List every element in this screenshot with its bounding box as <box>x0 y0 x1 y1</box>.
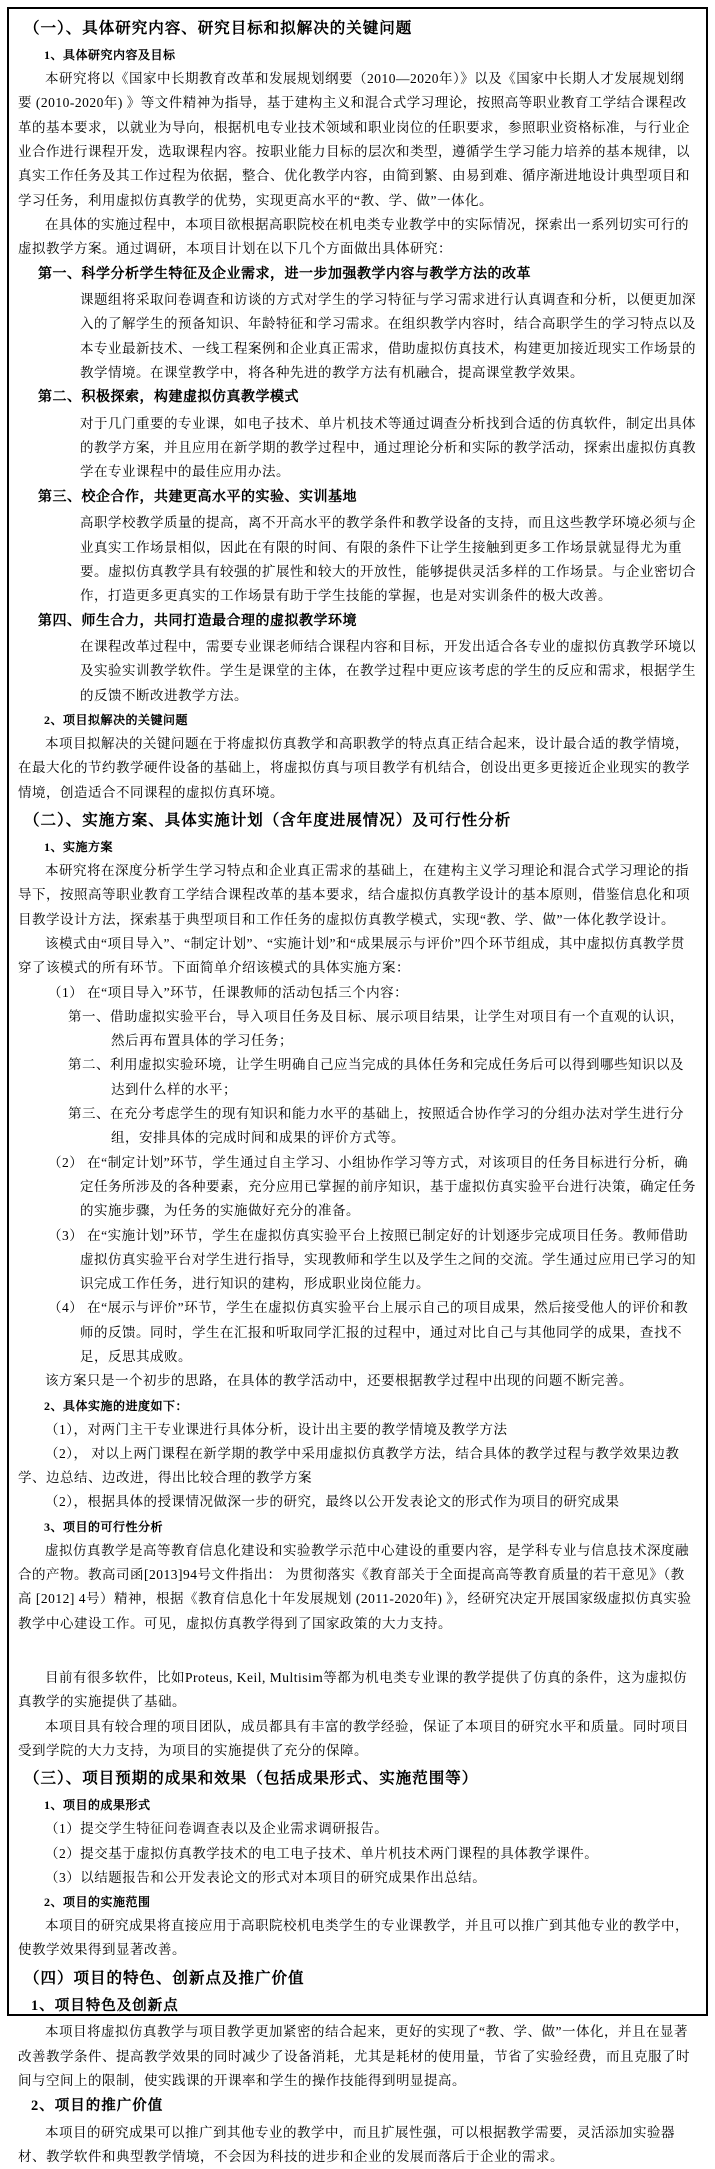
sub-section-heading: 1、具体研究内容及目标 <box>44 48 176 63</box>
point-heading: 第三、校企合作，共建更高水平的实验、实训基地 <box>38 489 357 505</box>
paragraph: （2），根据具体的授课情况做深一步的研究，最终以公开发表论文的形式作为项目的研究成果 <box>45 1494 620 1510</box>
paragraph: 本项目将虚拟仿真教学与项目教学更加紧密的结合起来，更好的实现了“教、学、做”一体化，并且在显著改善教学条件、提高教学效果的同时减少了设备消耗，尤其是耗材的使用量，节省了实验经费，而且克服了时间与空间上的限制，使实践课的开课率和学生的操作技能得到明显提高。 <box>18 2024 690 2089</box>
indented-paragraph: 在课程改革过程中，需要专业课老师结合课程内容和目标，开发出适合各专业的虚拟仿真教学环境以及实验实训教学软件。学生是课堂的主体，在教学过程中更应该考虑的学生的反应和需求，根据学生的反馈不断改进教学方法。 <box>80 639 696 703</box>
paragraph: （1）提交学生特征问卷调查表以及企业需求调研报告。 <box>45 1821 389 1837</box>
paragraph: 本研究将以《国家中长期教育改革和发展规划纲要（2010—2020年）》以及《国家中长期人才发展规划纲要 (2010-2020年) 》等文件精神为指导，基于建构主义和混合式学习理论，按照高等职业教育工学结合课程改革的基本要求，以就业为导向，根据机电专业技术领域和职业岗位的任职要求，参照职业资格标准，与行业企业合作进行课程开发，选取课程内容。按职业能力目标的层次和类型，遵循学生学习能力培养的基本规律，以真实工作任务及其工作过程为依据，整合、优化教学内容，由简到繁、由易到难、循序渐进地设计典型项目和学习任务，利用虚拟仿真教学的优势，实现更高水平的“教、学、做”一体化。 <box>18 71 690 208</box>
point-heading: 第一、科学分析学生特征及企业需求，进一步加强教学内容与教学方法的改革 <box>38 266 531 282</box>
section-heading: （二）、实施方案、具体实施计划（含年度进展情况）及可行性分析 <box>24 811 512 829</box>
section-heading: （三）、项目预期的成果和效果（包括成果形式、实施范围等） <box>24 1770 479 1788</box>
list-item: （2） 在“制定计划”环节，学生通过自主学习、小组协作学习等方式，对该项目的任务目标进行分析，确定任务所涉及的各种要素，充分应用已掌握的前序知识，基于虚拟仿真实验平台进行决策，确定任务的实施步骤，为任务的实施做好充分的准备。 <box>48 1154 696 1219</box>
sub-section-heading: 1、项目的成果形式 <box>44 1798 151 1813</box>
paragraph: 目前有很多软件，比如Proteus, Keil, Multisim等都为机电类专业课的教学提供了仿真的条件，这为虚拟仿真教学的实施提供了基础。 <box>18 1669 688 1710</box>
paragraph: （2）提交基于虚拟仿真教学技术的电工电子技术、单片机技术两门课程的具体教学课件。 <box>45 1845 599 1861</box>
point-heading: 第四、师生合力，共同打造最合理的虚拟教学环境 <box>38 613 357 629</box>
sub-section-heading: 1、项目特色及创新点 <box>31 1997 179 2014</box>
indented-paragraph: 高职学校教学质量的提高，离不开高水平的教学条件和教学设备的支持，而且这些教学环境必须与企业真实工作场景相似，因此在有限的时间、有限的条件下让学生接触到更多工作场景就显得尤为重要。虚拟仿真教学具有较强的扩展性和较大的开放性，能够提供灵活多样的工作场景。与企业密切合作，打造更多更真实的工作场景有助于学生技能的掌握，也是对实训条件的极大改善。 <box>80 515 696 604</box>
list-item: （1） 在“项目导入”环节，任课教师的活动包括三个内容： <box>48 984 409 1000</box>
sub-list-item: 第一、借助虚拟实验平台，导入项目任务及目标、展示项目结果，让学生对项目有一个直观的认识，然后再布置具体的学习任务； <box>68 1008 684 1049</box>
section-heading: （四）项目的特色、创新点及推广价值 <box>24 1969 305 1987</box>
paragraph: （2）， 对以上两门课程在新学期的教学中采用虚拟仿真教学方法，结合具体的教学过程与教学效果边教学、边总结、边改进，得出比较合理的教学方案 <box>18 1445 680 1486</box>
paragraph: 本项目的研究成果可以推广到其他专业的教学中，而且扩展性强，可以根据教学需要，灵活添加实验器材、教学软件和典型教学情境，不会因为科技的进步和企业的发展而落后于企业的需求。 <box>18 2124 675 2165</box>
sub-section-heading: 2、具体实施的进度如下： <box>44 1398 189 1413</box>
list-item: （4） 在“展示与评价”环节，学生在虚拟仿真实验平台上展示自己的项目成果，然后接受他人的评价和教师的反馈。同时，学生在汇报和听取同学汇报的过程中，通过对比自己与其他同学的成果，查找不足，反思其成败。 <box>48 1300 689 1364</box>
blank-line <box>18 1636 697 1666</box>
paragraph: 该方案只是一个初步的思路，在具体的教学活动中，还要根据教学过程中出现的问题不断完善。 <box>45 1373 633 1389</box>
indented-paragraph: 课题组将采取问卷调查和访谈的方式对学生的学习特征与学习需求进行认真调查和分析，以便更加深入的了解学生的预备知识、年龄特征和学习需求。在组织教学内容时，结合高职学生的学习特点以及本专业最新技术、一线工程案例和企业真正需求，借助虚拟仿真技术，构建更加接近现实工作场景的教学情境。在课堂教学中，将各种先进的教学方法有机融合，提高课堂教学效果。 <box>80 292 696 380</box>
document-border-frame <box>7 7 708 2165</box>
sub-section-heading: 1、实施方案 <box>44 840 114 855</box>
paragraph: 虚拟仿真教学是高等教育信息化建设和实验教学示范中心建设的重要内容，是学科专业与信息技术深度融合的产物。教高司函[2013]94号文件指出： 为贯彻落实《教育部关于全面提高高等教育质量的若干意见》（教高 [2012] 4号）精神，根据《教育信息化十年发展规划 (2011-2020年) 》，经研究决定开展国家级虚拟仿真实验教学中心建设工作。可见，虚拟仿真教学得到了国家政策的大力支持。 <box>18 1542 692 1631</box>
paragraph: （3）以结题报告和公开发表论文的形式对本项目的研究成果作出总结。 <box>45 1869 487 1885</box>
paragraph: （1），对两门主干专业课进行具体分析，设计出主要的教学情境及教学方法 <box>45 1421 508 1437</box>
document-body <box>18 15 697 2169</box>
paragraph: 本项目拟解决的关键问题在于将虚拟仿真教学和高职教学的特点真正结合起来，设计最合适的教学情境，在最大化的节约教学硬件设备的基础上，将虚拟仿真与项目教学有机结合，创设出更多更接近企业现实的教学情境，创造适合不同课程的虚拟仿真环境。 <box>18 736 690 800</box>
sub-list-item: 第二、利用虚拟实验环境，让学生明确自己应当完成的具体任务和完成任务后可以得到哪些知识以及达到什么样的水平； <box>68 1057 684 1097</box>
sub-section-heading: 2、项目的实施范围 <box>44 1895 151 1910</box>
sub-section-heading: 2、项目的推广价值 <box>31 2098 164 2115</box>
section-heading: （一）、具体研究内容、研究目标和拟解决的关键问题 <box>24 20 413 37</box>
list-item: （3） 在“实施计划”环节，学生在虚拟仿真实验平台上按照已制定好的计划逐步完成项目任务。教师借助虚拟仿真实验平台对学生进行指导，实现教师和学生以及学生之间的交流。学生通过应用已学习的知识完成工作任务，进行知识的建构，形成职业岗位能力。 <box>48 1227 696 1292</box>
paragraph: 该模式由“项目导入”、“制定计划”、“实施计划”和“成果展示与评价”四个环节组成，其中虚拟仿真教学贯穿了该模式的所有环节。下面简单介绍该模式的具体实施方案： <box>18 935 685 976</box>
paragraph: 本项目的研究成果将直接应用于高职院校机电类学生的专业课教学，并且可以推广到其他专业的教学中，使教学效果得到显著改善。 <box>18 1918 689 1958</box>
sub-section-heading: 3、项目的可行性分析 <box>44 1519 164 1534</box>
point-heading: 第二、积极探索，构建虚拟仿真教学模式 <box>38 390 299 406</box>
sub-section-heading: 2、项目拟解决的关键问题 <box>44 713 189 728</box>
paragraph: 在具体的实施过程中，本项目欲根据高职院校在机电类专业教学中的实际情况，探索出一系列切实可行的虚拟教学方案。通过调研，本项目计划在以下几个方面做出具体研究： <box>18 216 689 257</box>
paragraph: 本研究将在深度分析学生学习特点和企业真正需求的基础上，在建构主义学习理论和混合式学习理论的指导下，按照高等职业教育工学结合课程改革的基本要求，结合虚拟仿真教学设计的基本原则，借鉴信息化和项目教学设计方法，探索基于典型项目和工作任务的虚拟仿真教学模式，实现“教、学、做”一体化教学设计。 <box>18 863 690 927</box>
indented-paragraph: 对于几门重要的专业课，如电子技术、单片机技术等通过调查分析找到合适的仿真软件，制定出具体的教学方案，并且应用在新学期的教学过程中，通过理论分析和实际的教学活动，探索出虚拟仿真教学在专业课程中的最佳应用办法。 <box>80 415 696 480</box>
sub-list-item: 第三、在充分考虑学生的现有知识和能力水平的基础上，按照适合协作学习的分组办法对学生进行分组，安排具体的完成时间和成果的评价方式等。 <box>68 1106 684 1146</box>
paragraph: 本项目具有较合理的项目团队，成员都具有丰富的教学经验，保证了本项目的研究水平和质量。同时项目受到学院的大力支持，为项目的实施提供了充分的保障。 <box>18 1718 689 1758</box>
